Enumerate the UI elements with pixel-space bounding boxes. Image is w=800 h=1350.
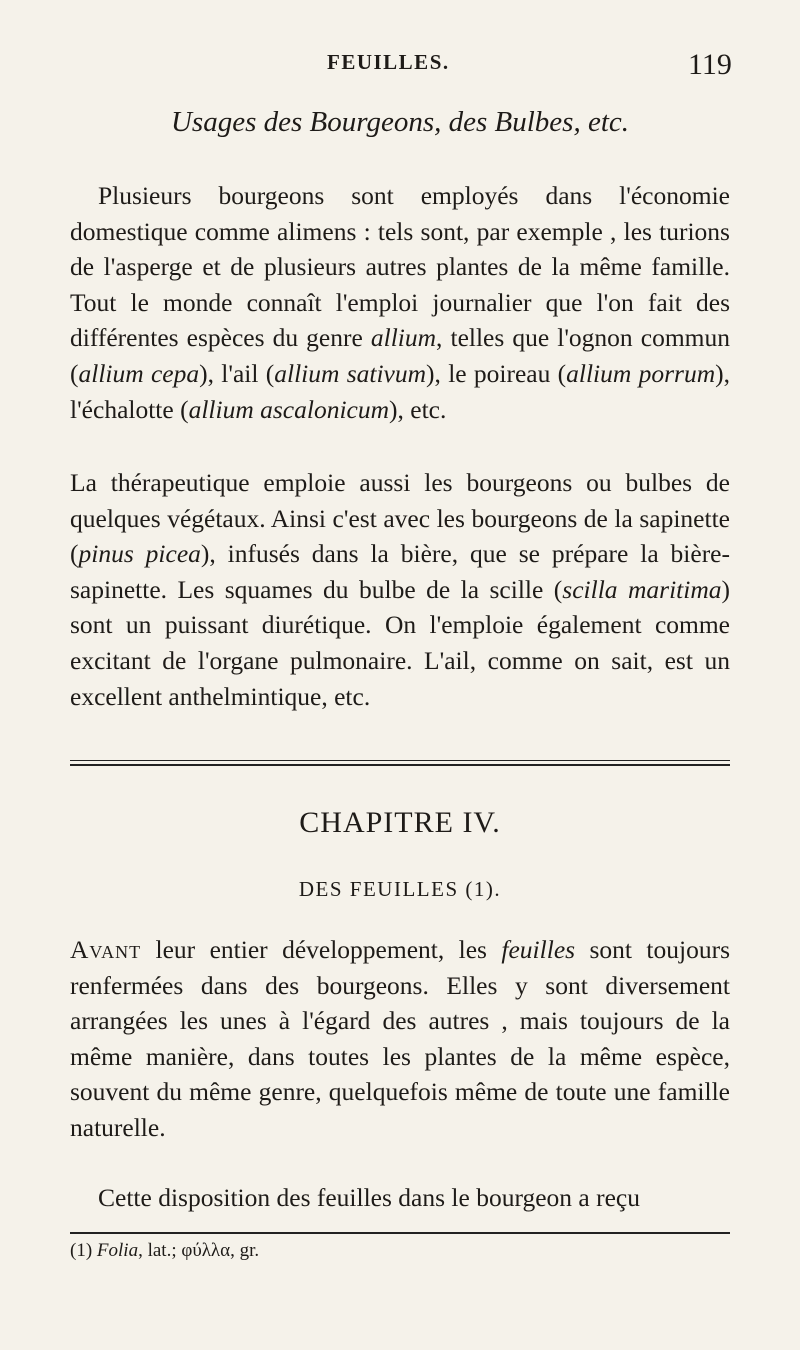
text-run: , telles que l'ognon commun ( (70, 323, 730, 388)
paragraph-therapeutique (70, 465, 730, 714)
italic-term: pinus picea (78, 539, 201, 569)
page-number: 119 (688, 48, 732, 81)
chapter-subtitle: DES FEUILLES (1). (298, 877, 502, 901)
text-run: sont toujours renfermées dans des bourgeons. Elles y sont diversement arrangées les unes à l'égard des autres , mais toujours de la même manière, dans toutes les plantes de la même espèce, souvent du même genre, quelquefois même de toute une famille naturelle. (70, 935, 731, 1142)
running-head (0, 48, 800, 88)
italic-term: scilla maritima (562, 574, 722, 604)
text-run: ), infusés dans la bière, que se prépare la bière-sapinette. Les squames du bulbe de la scille ( (70, 539, 730, 604)
text-run: leur entier développement, les (141, 935, 502, 964)
section-heading: Usages des Bourgeons, des Bulbes, etc. (170, 106, 629, 138)
footnote-text: , lat.; φύλλα, gr. (138, 1240, 260, 1261)
italic-term: feuilles (501, 935, 576, 964)
divider-thin-line (70, 760, 730, 761)
chapter-title: CHAPITRE IV. (299, 806, 501, 839)
paragraph-feuilles-bourgeons (70, 932, 730, 1146)
text-run: ), l'échalotte ( (70, 358, 730, 424)
italic-term: allium sativum (274, 358, 427, 388)
italic-term: allium porrum (566, 358, 716, 388)
text-run: ), etc. (389, 394, 447, 424)
paragraph-bourgeons-alimens (70, 178, 730, 427)
footnote-marker: (1) (70, 1240, 97, 1261)
footnote-latin-word: Folia (96, 1240, 139, 1261)
text-run: ), le poireau ( (426, 358, 567, 388)
section-divider (70, 760, 730, 766)
text-run: Plusieurs bourgeons sont employés dans l'économie domestique comme alimens : tels sont, par exemple , les turions de l'asperge et de plusieurs autres plantes de la même famille. Tout le monde connaît l'emploi journalier que l'on fait des différentes espèces du genre (70, 181, 730, 353)
divider-thick-line (70, 764, 730, 766)
paragraph-disposition (70, 1180, 730, 1216)
italic-term: allium (370, 323, 437, 353)
paragraph-feuilles-body (70, 935, 730, 1142)
paragraph-lead-word: Avant (70, 935, 142, 964)
text-run: Cette disposition des feuilles dans le bourgeon a reçu (98, 1183, 640, 1212)
footnote-rule (70, 1232, 730, 1234)
running-title: FEUILLES. (327, 50, 450, 74)
italic-term: allium ascalonicum (188, 394, 390, 424)
italic-term: allium cepa (78, 358, 200, 388)
text-run: ) sont un puissant diurétique. On l'emploie également comme excitant de l'organe pulmonaire. L'ail, comme on sait, est un excellent anthelmintique, etc. (70, 574, 730, 711)
text-run: ), l'ail ( (199, 358, 275, 388)
text-run: La thérapeutique emploie aussi les bourgeons ou bulbes de quelques végétaux. Ainsi c'est avec les bourgeons de la sapinette ( (70, 468, 730, 569)
footnote (70, 1240, 259, 1262)
